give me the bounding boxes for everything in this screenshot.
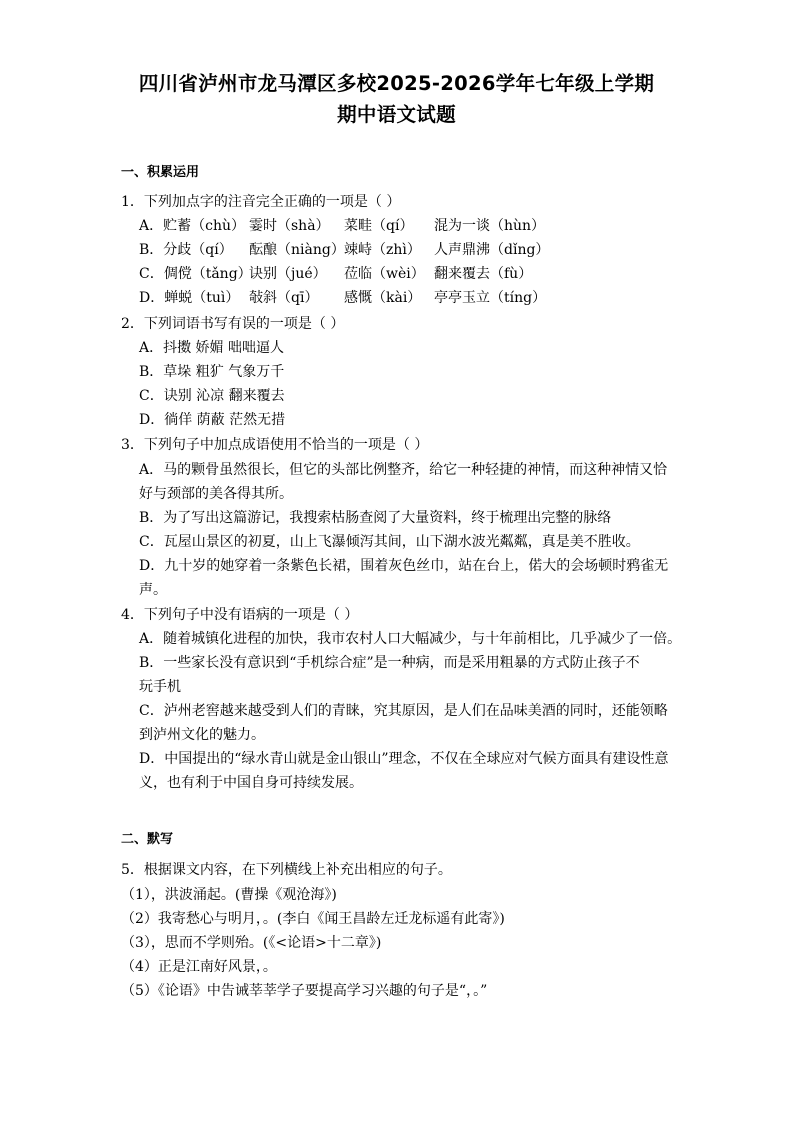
question-4-option-a: A．随着城镇化进程的加快，我市农村人口大幅减少，与十年前相比，几乎减少了一倍。 — [139, 631, 682, 647]
page-title-line1: 四川省泸州市龙马潭区多校2025-2026学年七年级上学期 — [138, 72, 655, 95]
question-3-option-d-cont: 声。 — [139, 582, 167, 598]
question-4-stem: 4．下列句子中没有语病的一项是（ ） — [121, 607, 359, 623]
option-cell: 翻来覆去（fù） — [434, 266, 533, 282]
question-2-option-d: D．徜佯 荫蔽 茫然无措 — [139, 412, 286, 428]
page-title-line2: 期中语文试题 — [337, 103, 456, 126]
option-cell: 菜畦（qí） — [344, 218, 414, 234]
question-4-option-d-cont: 义，也有利于中国自身可持续发展。 — [139, 775, 363, 791]
question-2-option-b: B．草垛 粗犷 气象万千 — [139, 364, 285, 380]
question-1-stem: 1．下列加点字的注音完全正确的一项是（ ） — [121, 194, 401, 210]
question-5-item-4: （4）正是江南好风景，。 — [121, 959, 277, 975]
question-1-option-b — [139, 239, 549, 259]
option-cell: 人声鼎沸（dǐng） — [434, 242, 550, 258]
question-5-item-1: （1），洪波涌起。(曹操《观沧海》) — [121, 887, 337, 903]
question-5-item-3: （3），思而不学则殆。(《<论语>十二章》) — [121, 935, 382, 951]
question-3-option-a: A．马的颗骨虽然很长，但它的头部比例整齐，给它一种轻捷的神情，而这种神情又恰 — [139, 462, 668, 478]
option-cell: 敧斜（qī） — [249, 290, 319, 306]
option-cell: 霎时（shà） — [249, 218, 330, 234]
question-4-option-b-cont: 玩手机 — [139, 679, 181, 695]
question-3-option-d: D．九十岁的她穿着一条紫色长裙，围着灰色丝巾，站在台上，偌大的会场顿时鸦雀无 — [139, 558, 669, 574]
option-cell: B．分歧（qí） — [139, 242, 233, 258]
option-cell: 亭亭玉立（tíng） — [434, 290, 547, 306]
question-3-option-c: C．瓦屋山景区的初夏，山上飞瀑倾泻其间，山下湖水波光粼粼，真是美不胜收。 — [139, 534, 640, 550]
question-4-option-b: B．一些家长没有意识到“手机综合症”是一种病，而是采用粗暴的方式防止孩子不 — [139, 655, 640, 671]
question-3-option-a-cont: 好与颈部的美各得其所。 — [139, 486, 293, 502]
question-4-option-d: D．中国提出的“绿水青山就是金山银山”理念，不仅在全球应对气候方面具有建设性意 — [139, 751, 669, 767]
question-2-option-a: A．抖擞 娇媚 咄咄逼人 — [139, 340, 285, 356]
question-1-option-c — [139, 263, 532, 283]
option-cell: 酝酿（niàng） — [249, 242, 345, 258]
question-4-option-c-cont: 到泸州文化的魅力。 — [139, 727, 265, 743]
question-3-stem: 3．下列句子中加点成语使用不恰当的一项是（ ） — [121, 437, 429, 453]
option-cell: 诀别（jué） — [249, 266, 327, 282]
option-cell: 混为一谈（hùn） — [434, 218, 546, 234]
question-3-option-b: B．为了写出这篇游记，我搜索枯肠查阅了大量资料，终于梳理出完整的脉络 — [139, 510, 612, 526]
question-5-stem: 5．根据课文内容，在下列横线上补充出相应的句子。 — [121, 862, 452, 878]
option-cell: 莅临（wèi） — [344, 266, 425, 282]
option-cell: C．倜傥（tǎng） — [139, 266, 252, 282]
section-heading-2: 二、默写 — [121, 832, 174, 847]
question-2-stem: 2．下列词语书写有误的一项是（ ） — [121, 316, 345, 332]
question-1-option-d — [139, 287, 546, 307]
section-heading-1: 一、积累运用 — [121, 165, 200, 180]
option-cell: D．蝉蜕（tuì） — [139, 290, 240, 306]
option-cell: 感慨（kài） — [344, 290, 422, 306]
option-cell: 竦峙（zhì） — [344, 242, 421, 258]
question-1-option-a — [139, 215, 545, 235]
question-5-item-5: （5）《论语》中告诫莘莘学子要提高学习兴趣的句子是“，。” — [121, 983, 488, 999]
question-4-option-c: C．泸州老窖越来越受到人们的青睐，究其原因，是人们在品味美酒的同时，还能领略 — [139, 703, 668, 719]
option-cell: A．贮蓄（chù） — [139, 218, 245, 234]
question-5-item-2: （2）我寄愁心与明月，。(李白《闻王昌龄左迁龙标遥有此寄》) — [121, 911, 505, 927]
question-2-option-c: C．诀别 沁凉 翻来覆去 — [139, 388, 285, 404]
